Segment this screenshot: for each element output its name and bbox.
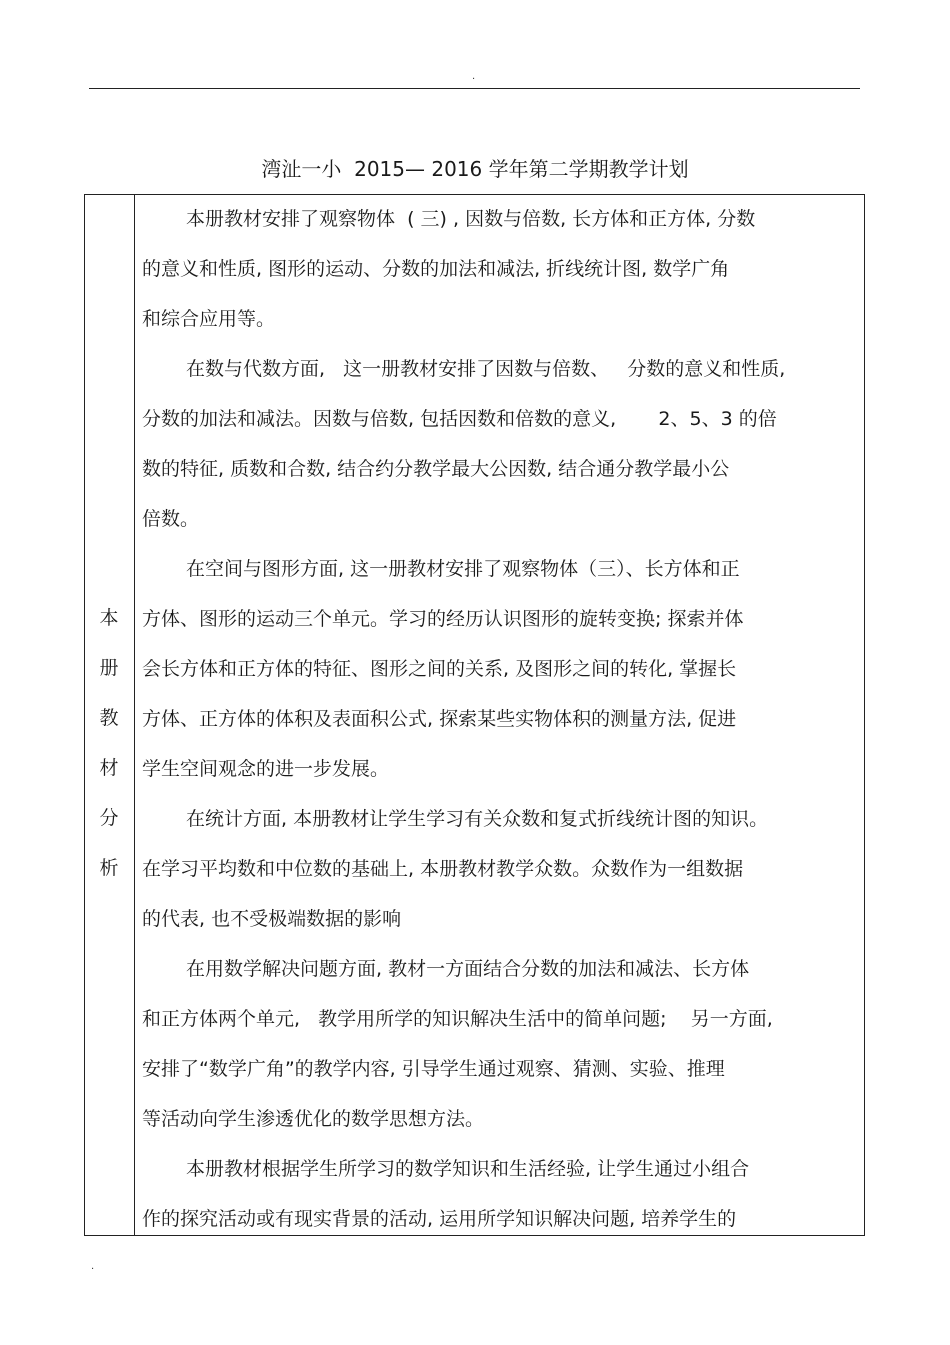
section-label — [85, 593, 133, 893]
analysis-text-line: 等活动向学生渗透优化的数学思想方法。 — [142, 1108, 485, 1130]
analysis-text-line: 和正方体两个单元, 教学用所学的知识解决生活中的简单问题; 另一方面, — [142, 1008, 773, 1030]
analysis-text-line: 本册教材根据学生所学习的数学知识和生活经验, 让学生通过小组合 — [186, 1158, 750, 1180]
analysis-text-line: 安排了“数学广角”的教学内容, 引导学生通过观察、猜测、实验、推理 — [142, 1058, 725, 1080]
document-title: 湾沚一小 2015— 2016 学年第二学期教学计划 — [261, 157, 689, 181]
footer-dot: . — [91, 1261, 95, 1272]
analysis-content-cell — [135, 195, 864, 1235]
section-label-char: 材 — [99, 757, 119, 779]
analysis-text-line: 作的探究活动或有现实背景的活动, 运用所学知识解决问题, 培养学生的 — [142, 1208, 737, 1230]
header-dot: . — [472, 71, 476, 82]
analysis-text-line: 和综合应用等。 — [142, 308, 276, 330]
analysis-text-line: 在统计方面, 本册教材让学生学习有关众数和复式折线统计图的知识。 — [186, 808, 769, 830]
analysis-text-line: 在数与代数方面, 这一册教材安排了因数与倍数、 分数的意义和性质, — [186, 358, 786, 380]
analysis-text-line: 在学习平均数和中位数的基础上, 本册教材教学众数。众数作为一组数据 — [142, 858, 744, 880]
plan-table — [84, 194, 865, 1236]
analysis-text-line: 学生空间观念的进一步发展。 — [142, 758, 390, 780]
section-label-char: 本 — [99, 607, 119, 629]
section-label-char: 析 — [99, 857, 119, 879]
section-label-char: 教 — [99, 707, 119, 729]
analysis-text-line: 的意义和性质, 图形的运动、分数的加法和减法, 折线统计图, 数学广角 — [142, 258, 730, 280]
analysis-text-line: 倍数。 — [142, 508, 200, 530]
analysis-text-line: 在用数学解决问题方面, 教材一方面结合分数的加法和减法、长方体 — [186, 958, 750, 980]
section-label-char: 册 — [99, 657, 119, 679]
analysis-text-line: 数的特征, 质数和合数, 结合约分教学最大公因数, 结合通分教学最小公 — [142, 458, 730, 480]
analysis-text-line: 方体、正方体的体积及表面积公式, 探索某些实物体积的测量方法, 促进 — [142, 708, 737, 730]
analysis-text-line: 在空间与图形方面, 这一册教材安排了观察物体（三）、长方体和正 — [186, 558, 740, 580]
analysis-text-line: 会长方体和正方体的特征、图形之间的关系, 及图形之间的转化, 掌握长 — [142, 658, 737, 680]
section-label-cell — [85, 195, 135, 1235]
section-label-char: 分 — [99, 807, 119, 829]
analysis-text-line: 本册教材安排了观察物体 ( 三) , 因数与倍数, 长方体和正方体, 分数 — [186, 208, 756, 230]
analysis-text-line: 的代表, 也不受极端数据的影响 — [142, 908, 402, 930]
analysis-text-line: 方体、图形的运动三个单元。学习的经历认识图形的旋转变换; 探索并体 — [142, 608, 744, 630]
header-rule — [89, 88, 860, 89]
analysis-text-line: 分数的加法和减法。因数与倍数, 包括因数和倍数的意义, 2、5、3 的倍 — [142, 408, 777, 430]
